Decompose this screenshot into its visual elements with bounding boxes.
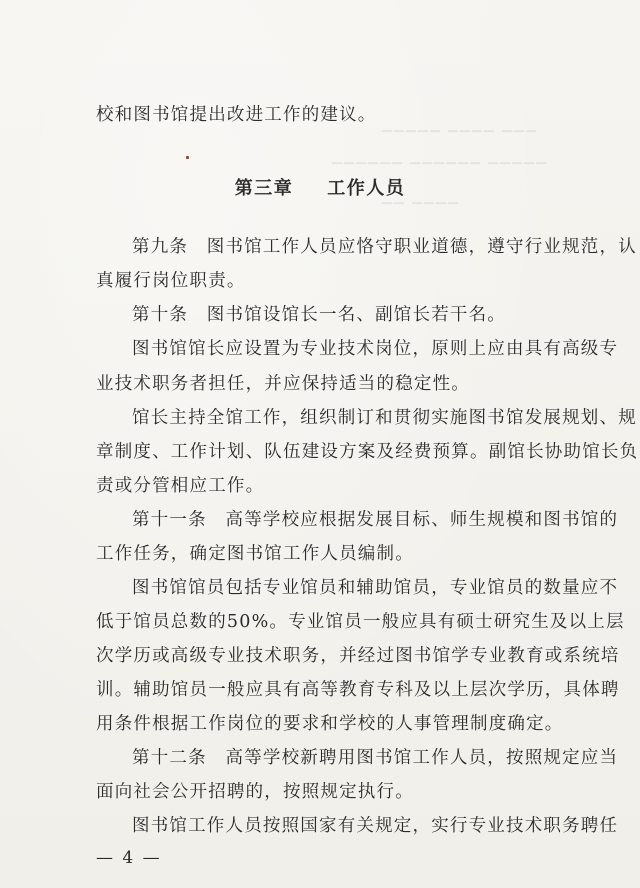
paragraph-line: 图书馆馆长应设置为专业技术岗位，原则上应由具有高级专	[132, 339, 619, 359]
chapter-heading	[0, 174, 640, 200]
bleed-through-texture: ▁▁▁ ▁▁▁▁ ▁▁▁▁▁	[380, 118, 537, 133]
paragraph-line: 责或分管相应工作。	[96, 476, 265, 496]
body-text-line: 校和图书馆提出改进工作的建议。	[96, 105, 377, 125]
article-12-line-2: 面向社会公开招聘的，按照规定执行。	[96, 782, 414, 802]
paragraph-line: 用条件根据工作岗位的要求和学校的人事管理制度确定。	[96, 714, 564, 734]
bleed-through-texture: ▁▁▁▁▁ ▁▁▁▁▁▁ ▁▁▁▁▁▁	[330, 150, 547, 165]
paragraph-line: 业技术职务者担任，并应保持适当的稳定性。	[96, 374, 470, 394]
article-9-line-2: 真履行岗位职责。	[96, 271, 246, 291]
paragraph-line: 图书馆馆员包括专业馆员和辅助馆员，专业馆员的数量应不	[132, 578, 619, 598]
paragraph-line: 次学历或高级专业技术职务，并经过图书馆学专业教育或系统培	[96, 646, 620, 666]
paragraph-line: 训。辅助馆员一般应具有高等教育专科及以上层次学历，具体聘	[96, 680, 620, 700]
paragraph-line: 低于馆员总数的50%。专业馆员一般应具有硕士研究生及以上层	[96, 612, 625, 632]
article-10-line-1: 第十条 图书馆设馆长一名、副馆长若干名。	[132, 305, 506, 325]
article-12-line-1: 第十二条 高等学校新聘用图书馆工作人员，按照规定应当	[132, 748, 619, 768]
paragraph-line: 馆长主持全馆工作，组织制订和贯彻实施图书馆发展规划、规	[132, 408, 637, 428]
chapter-title: 工作人员	[327, 178, 406, 199]
chapter-number: 第三章	[234, 178, 294, 199]
article-11-line-1: 第十一条 高等学校应根据发展目标、师生规模和图书馆的	[132, 510, 619, 530]
ink-mark	[186, 156, 189, 159]
page-number: — 4 —	[96, 848, 162, 868]
paragraph-line: 图书馆工作人员按照国家有关规定，实行专业技术职务聘任	[132, 816, 619, 836]
bleed-through-texture: ▁▁▁▁ ▁▁	[380, 190, 459, 205]
paragraph-line: 章制度、工作计划、队伍建设方案及经费预算。副馆长协助馆长负	[96, 442, 639, 462]
article-11-line-2: 工作任务，确定图书馆工作人员编制。	[96, 544, 414, 564]
article-9-line-1: 第九条 图书馆工作人员应恪守职业道德，遵守行业规范，认	[132, 237, 637, 257]
